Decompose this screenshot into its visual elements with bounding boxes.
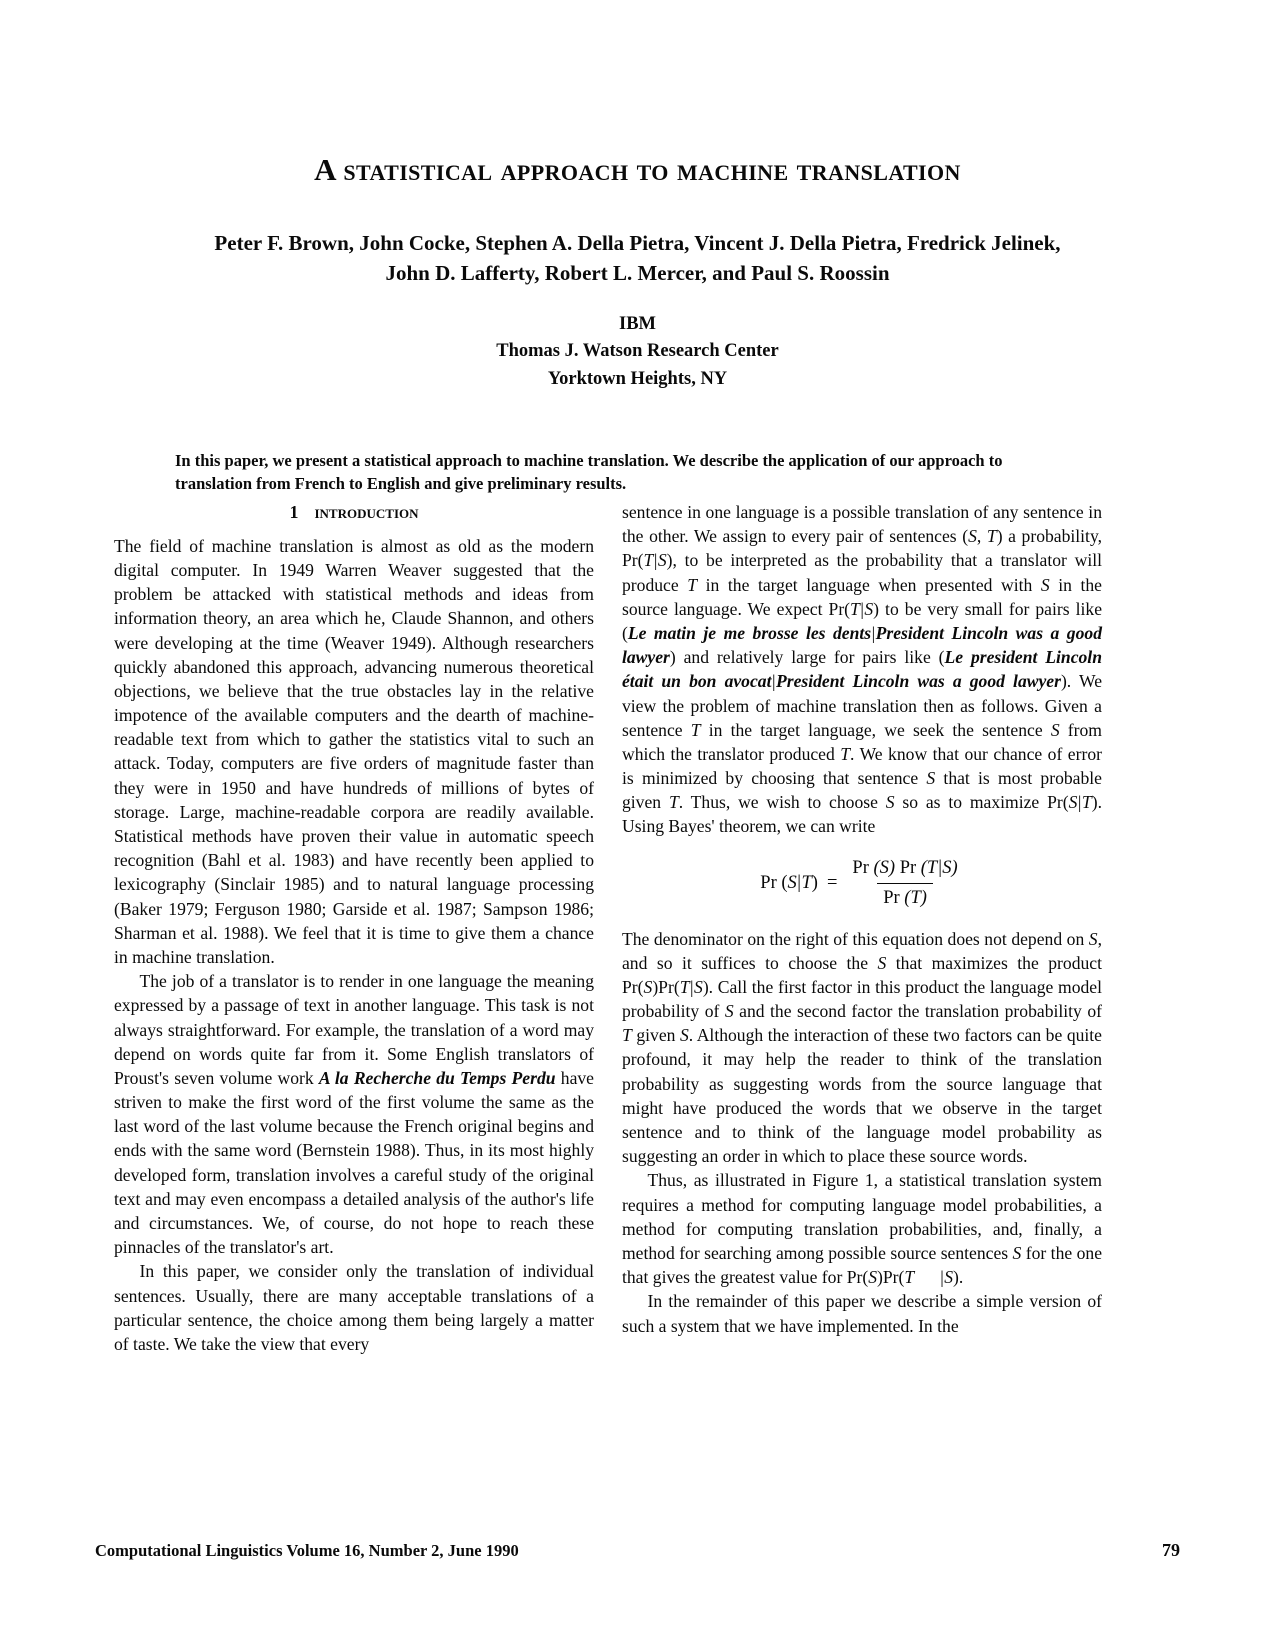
math-var-S: S <box>1012 1242 1022 1263</box>
fraction-denominator <box>877 883 933 911</box>
paragraph-individual-sentences: In this paper, we consider only the translation of individual sentences. Usually, there are many acceptable translations of a particular sentence, the choice among them being largely a matter of taste. We take the view that every <box>114 1261 594 1354</box>
text-run: ) and relatively large for pairs like ( <box>669 647 945 668</box>
text-run: )Pr( <box>877 1267 905 1288</box>
page-number: 79 <box>1162 1540 1180 1560</box>
paragraph-probability-model <box>622 500 1102 839</box>
text-run: ( <box>781 872 788 893</box>
abstract: In this paper, we present a statistical approach to machine translation. We describe the application of our approach to translation from French to English and give preliminary results. <box>175 451 1003 494</box>
math-conditional-bar: | <box>871 622 876 643</box>
example-english-sentence: President Lincoln was a good lawyer <box>622 622 1102 668</box>
math-conditional-bar: | <box>860 598 864 619</box>
text-run: ). We view the problem of machine translation then as follows. Given a sentence <box>622 671 1103 740</box>
pr-operator: Pr <box>852 857 869 878</box>
math-var-T: T <box>986 526 997 547</box>
math-var-S: S <box>657 550 667 571</box>
example-french-sentence: Le president Lincoln était un bon avocat <box>622 647 1102 692</box>
section-heading-introduction <box>114 500 594 525</box>
text-run: so as to maximize Pr( <box>894 792 1069 813</box>
text-run: for the one that gives the greatest value for Pr( <box>622 1242 1103 1288</box>
journal-citation: Computational Linguistics Volume 16, Number 2, June 1990 <box>95 1541 519 1560</box>
math-var-T: T <box>643 550 654 571</box>
math-conditional-bar: | <box>653 550 658 571</box>
text-run: that maximizes the product Pr( <box>622 952 1102 997</box>
author-line-1: Peter F. Brown, John Cocke, Stephen A. Della Pietra, Vincent J. Della Pietra, Fredrick Jelinek, <box>214 231 1061 255</box>
math-var-S: S <box>1068 792 1078 813</box>
math-var-S: S <box>694 976 703 997</box>
math-conditional-bar: | <box>1077 792 1082 813</box>
section-number: 1 <box>289 502 299 522</box>
paragraph-denominator-discussion <box>622 927 1102 1169</box>
pr-operator: Pr <box>899 857 917 878</box>
text-run: ) to be very small for pairs like ( <box>622 598 1103 643</box>
math-arg-T: (T) <box>904 888 927 909</box>
math-var-T: T <box>622 1025 632 1046</box>
equation-left-side <box>760 871 818 896</box>
math-conditional-bar: | <box>940 1267 944 1288</box>
equals-sign: = <box>826 872 838 893</box>
math-var-T: T <box>668 792 679 813</box>
math-var-S: S <box>877 952 887 973</box>
example-english-sentence: President Lincoln was a good lawyer <box>776 671 1061 692</box>
text-run: given <box>631 1025 680 1046</box>
page-title: A statistical approach to machine translation <box>314 152 961 187</box>
section-title: introduction <box>314 502 419 522</box>
math-conditional-bar: | <box>771 671 776 692</box>
math-var-T: T <box>690 719 701 740</box>
author-list <box>0 188 1275 289</box>
book-title-proust: A la Recherche du Temps Perdu <box>318 1067 556 1088</box>
math-var-S: S <box>787 872 797 893</box>
text-run: that is most probable given <box>622 768 1102 813</box>
fraction-numerator <box>846 856 963 883</box>
paragraph-intro-history: The field of machine translation is almost as old as the modern digital computer. In 1949 Warren Weaver suggested that the problem be attacked with statistical methods and ideas from information theory, an area which he, Claude Shannon, and others were developing at the time (Weaver 1949). Although researchers quickly abandoned this approach, advancing numerous theoretical objections, we believe that the true obstacles lay in the relative impotence of the available computers and the dearth of machine-readable text from which to gather the statistics vital to such an attack. Today, computers are five orders of magnitude faster than they were in 1950 and have hundreds of millions of bytes of storage. Large, machine-readable corpora are readily available. Statistical methods have proven their value in automatic speech recognition (Bahl et al. 1983) and have recently been applied to lexicography (Sinclair 1985) and to natural language processing (Baker 1979; Ferguson 1980; Garside et al. 1987; Sampson 1986; Sharman et al. 1988). We feel that it is time to give them a chance in machine translation. <box>114 535 594 967</box>
text-run: )Pr( <box>652 976 680 997</box>
text-run: ). Using Bayes' theorem, we can write <box>622 792 1102 837</box>
math-var-S: S <box>968 526 977 547</box>
text-run: . Although the interaction of these two factors can be quite profound, it may help the reader to think of the translation probability as suggesting words from the source language that might have produced the words that we observe in the target sentence and to think of the language model probability as suggesting an order in which to place these source words. <box>622 1025 1102 1167</box>
text-run: . We know that our chance of error is minimized by choosing that sentence <box>622 743 1102 789</box>
math-var-S: S <box>1088 928 1098 949</box>
left-column <box>114 500 594 1356</box>
math-var-T: T <box>687 574 698 595</box>
math-var-S: S <box>1040 574 1050 595</box>
math-var-S: S <box>868 1267 878 1288</box>
text-run: from which the translator produced <box>622 719 1102 764</box>
text-run: in the target language, we seek the sentence <box>700 719 1051 740</box>
text-run: . Thus, we wish to choose <box>678 792 886 813</box>
text-run: , <box>976 526 987 547</box>
math-var-T: T <box>850 598 860 619</box>
bayes-theorem-equation <box>622 856 1102 912</box>
math-var-S: S <box>944 1267 954 1288</box>
math-var-S: S <box>1050 719 1060 740</box>
text-run: ). <box>953 1267 964 1288</box>
math-var-T: T <box>679 976 690 997</box>
example-french-sentence: Le matin je me brosse les dents <box>627 622 872 643</box>
pr-operator: Pr <box>760 872 777 893</box>
paragraph-translator-job <box>114 969 594 1259</box>
math-var-S: S <box>926 768 936 789</box>
affiliation-block <box>0 289 1275 393</box>
math-arg-T-given-S: (T|S) <box>920 857 958 878</box>
text-run: The job of a translator is to render in one language the meaning expressed by a passage of text in another language. This task is not always straightforward. For example, the translation of a word may depend on words quite far from it. Some English translators of Proust's seven volume work <box>114 971 594 1088</box>
author-line-2: John D. Lafferty, Robert L. Mercer, and Paul S. Roossin <box>385 261 890 286</box>
text-run: sentence in one language is a possible translation of any sentence in the other. We assign to every pair of sentences ( <box>622 502 1102 547</box>
right-column <box>622 500 1102 1338</box>
affiliation-location: Yorktown Heights, NY <box>547 368 728 389</box>
paragraph-remainder-outline: In the remainder of this paper we describe a simple version of such a system that we have implemented. In the <box>622 1291 1102 1336</box>
text-run: in the source language. We expect Pr( <box>622 574 1102 619</box>
math-arg-S: (S) <box>873 857 896 878</box>
math-var-T: T <box>904 1267 915 1288</box>
text-run: ) <box>811 872 818 893</box>
math-var-T: T <box>801 872 812 893</box>
affiliation-division: Thomas J. Watson Research Center <box>496 341 779 362</box>
text-run: in the target language when presented with <box>697 574 1041 595</box>
math-conditional-bar: | <box>689 976 694 997</box>
affiliation-organization: IBM <box>619 313 656 334</box>
fraction <box>846 856 963 912</box>
math-var-S: S <box>885 792 895 813</box>
text-run: ) a probability, Pr( <box>622 526 1102 571</box>
math-var-S: S <box>724 1001 734 1022</box>
text-run: ). Call the first factor in this product the language model probability of <box>622 976 1102 1022</box>
math-var-S: S <box>679 1025 689 1046</box>
text-run: ), to be interpreted as the probability that a translator will produce <box>622 550 1102 595</box>
paragraph-system-requirements <box>622 1168 1102 1289</box>
math-var-S: S <box>643 976 653 997</box>
page-footer <box>95 1540 1180 1561</box>
math-var-T: T <box>1081 792 1092 813</box>
pr-operator: Pr <box>883 888 900 909</box>
text-run: and the second factor the translation probability of <box>733 1001 1102 1022</box>
math-var-S: S <box>864 598 874 619</box>
math-conditional-bar: | <box>797 872 801 893</box>
math-var-T: T <box>840 743 851 764</box>
text-run: Thus, as illustrated in Figure 1, a statistical translation system requires a method for computing language model probabilities, a method for computing translation probabilities, and, finally, a method for searching among possible source sentences <box>622 1170 1102 1263</box>
text-run: , and so it suffices to choose the <box>622 928 1102 973</box>
text-run: have striven to make the first word of the first volume the same as the last word of the last volume because the French original begins and ends with the same word (Bernstein 1988). Thus, in its most highly developed form, translation involves a careful study of the original text and may even encompass a detailed analysis of the author's life and circumstances. We, of course, do not hope to reach these pinnacles of the translator's art. <box>114 1067 594 1258</box>
text-run: The denominator on the right of this equation does not depend on <box>622 928 1089 949</box>
body-columns <box>0 500 1275 1480</box>
